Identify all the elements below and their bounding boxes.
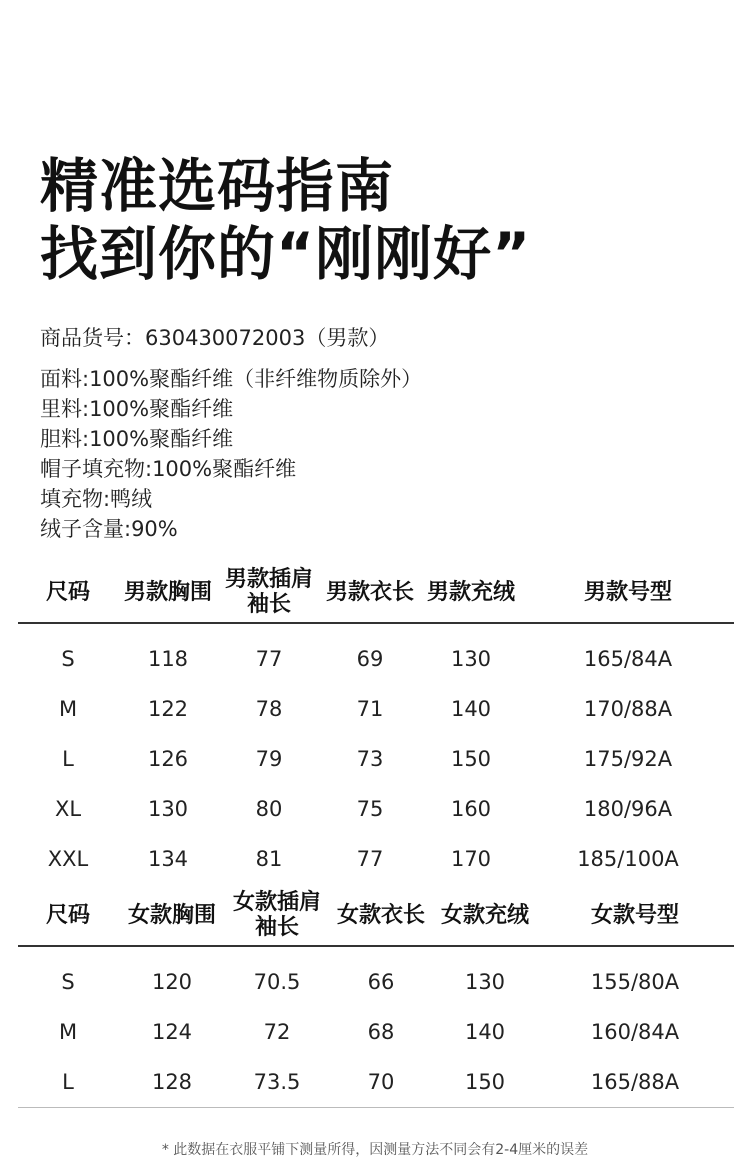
women-header-size: 尺码 [18, 885, 118, 946]
women-size-table [18, 885, 734, 1108]
sleeve-cell: 70.5 [253, 970, 301, 994]
title-line-2: 找到你的“刚刚好” [40, 220, 532, 288]
fit-cell: 165/88A [536, 1057, 734, 1108]
women-header-sleeve: 女款插肩 袖长 [226, 885, 328, 946]
length-cell: 75 [356, 797, 384, 821]
fit-cell: 175/92A [583, 747, 673, 771]
length-cell: 77 [356, 847, 384, 871]
length-cell: 69 [356, 647, 384, 671]
spec-inner: 胆料:100%聚酯纤维 [40, 427, 234, 451]
women-header-fit: 女款号型 [536, 885, 734, 946]
fit-cell: 155/80A [590, 970, 680, 994]
measurement-footnote: * 此数据在衣服平铺下测量所得，因测量方法不同会有2-4厘米的误差 [161, 1142, 589, 1158]
size-cell: L [62, 747, 74, 771]
men-header-length: 男款衣长 [320, 562, 420, 623]
sleeve-cell: 77 [255, 647, 283, 671]
men-header-chest: 男款胸围 [118, 562, 218, 623]
fill-cell: 150 [434, 1057, 536, 1108]
men-header-fit: 男款号型 [522, 562, 734, 623]
sleeve-cell: 81 [255, 847, 283, 871]
size-cell: M [58, 697, 78, 721]
length-cell: 70 [328, 1057, 434, 1108]
men-header-size: 尺码 [18, 562, 118, 623]
men-header-row [18, 562, 734, 623]
fit-cell: 180/96A [583, 797, 673, 821]
chest-cell: 134 [147, 847, 189, 871]
fill-cell: 130 [450, 647, 492, 671]
chest-cell: 126 [147, 747, 189, 771]
spec-lining: 里料:100%聚酯纤维 [40, 397, 234, 421]
fit-cell: 170/88A [583, 697, 673, 721]
chest-cell: 130 [147, 797, 189, 821]
women-header-length: 女款衣长 [328, 885, 434, 946]
length-cell: 73 [356, 747, 384, 771]
men-header-sleeve: 男款插肩 袖长 [218, 562, 320, 623]
size-cell: S [61, 647, 75, 671]
table-row [18, 684, 734, 734]
fit-cell: 185/100A [577, 847, 679, 871]
men-header-fill: 男款充绒 [420, 562, 522, 623]
table-row [18, 1007, 734, 1057]
size-cell: M [58, 1020, 78, 1044]
size-cell: XXL [47, 847, 89, 871]
table-row [18, 834, 734, 884]
table-row [18, 634, 734, 684]
chest-cell: 120 [151, 970, 193, 994]
women-header-fill: 女款充绒 [434, 885, 536, 946]
fill-cell: 170 [450, 847, 492, 871]
size-cell: XL [54, 797, 82, 821]
title-line-1: 精准选码指南 [40, 152, 395, 220]
spec-fill: 填充物:鸭绒 [40, 487, 153, 511]
table-row [18, 1057, 734, 1108]
table-row [18, 734, 734, 784]
table-row [18, 957, 734, 1007]
length-cell: 66 [367, 970, 395, 994]
sleeve-cell: 73.5 [226, 1057, 328, 1108]
spec-down-content: 绒子含量:90% [40, 517, 178, 541]
material-specs [40, 364, 422, 544]
fill-cell: 150 [450, 747, 492, 771]
fill-cell: 160 [450, 797, 492, 821]
size-cell: S [61, 970, 75, 994]
sleeve-cell: 72 [263, 1020, 291, 1044]
sleeve-cell: 78 [255, 697, 283, 721]
spec-shell: 面料:100%聚酯纤维（非纤维物质除外） [40, 367, 423, 391]
spec-hood-fill: 帽子填充物:100%聚酯纤维 [40, 457, 297, 481]
women-header-row [18, 885, 734, 946]
women-header-chest: 女款胸围 [118, 885, 226, 946]
size-cell: L [18, 1057, 118, 1108]
fit-cell: 160/84A [590, 1020, 680, 1044]
length-cell: 68 [367, 1020, 395, 1044]
page-title [40, 152, 531, 288]
chest-cell: 122 [147, 697, 189, 721]
fit-cell: 165/84A [583, 647, 673, 671]
length-cell: 71 [356, 697, 384, 721]
fill-cell: 140 [450, 697, 492, 721]
table-row [18, 784, 734, 834]
chest-cell: 118 [147, 647, 189, 671]
chest-cell: 124 [151, 1020, 193, 1044]
fill-cell: 140 [464, 1020, 506, 1044]
sleeve-cell: 80 [255, 797, 283, 821]
sleeve-cell: 79 [255, 747, 283, 771]
product-number: 商品货号：630430072003（男款） [40, 326, 390, 350]
fill-cell: 130 [464, 970, 506, 994]
chest-cell: 128 [118, 1057, 226, 1108]
men-size-table [18, 562, 734, 884]
